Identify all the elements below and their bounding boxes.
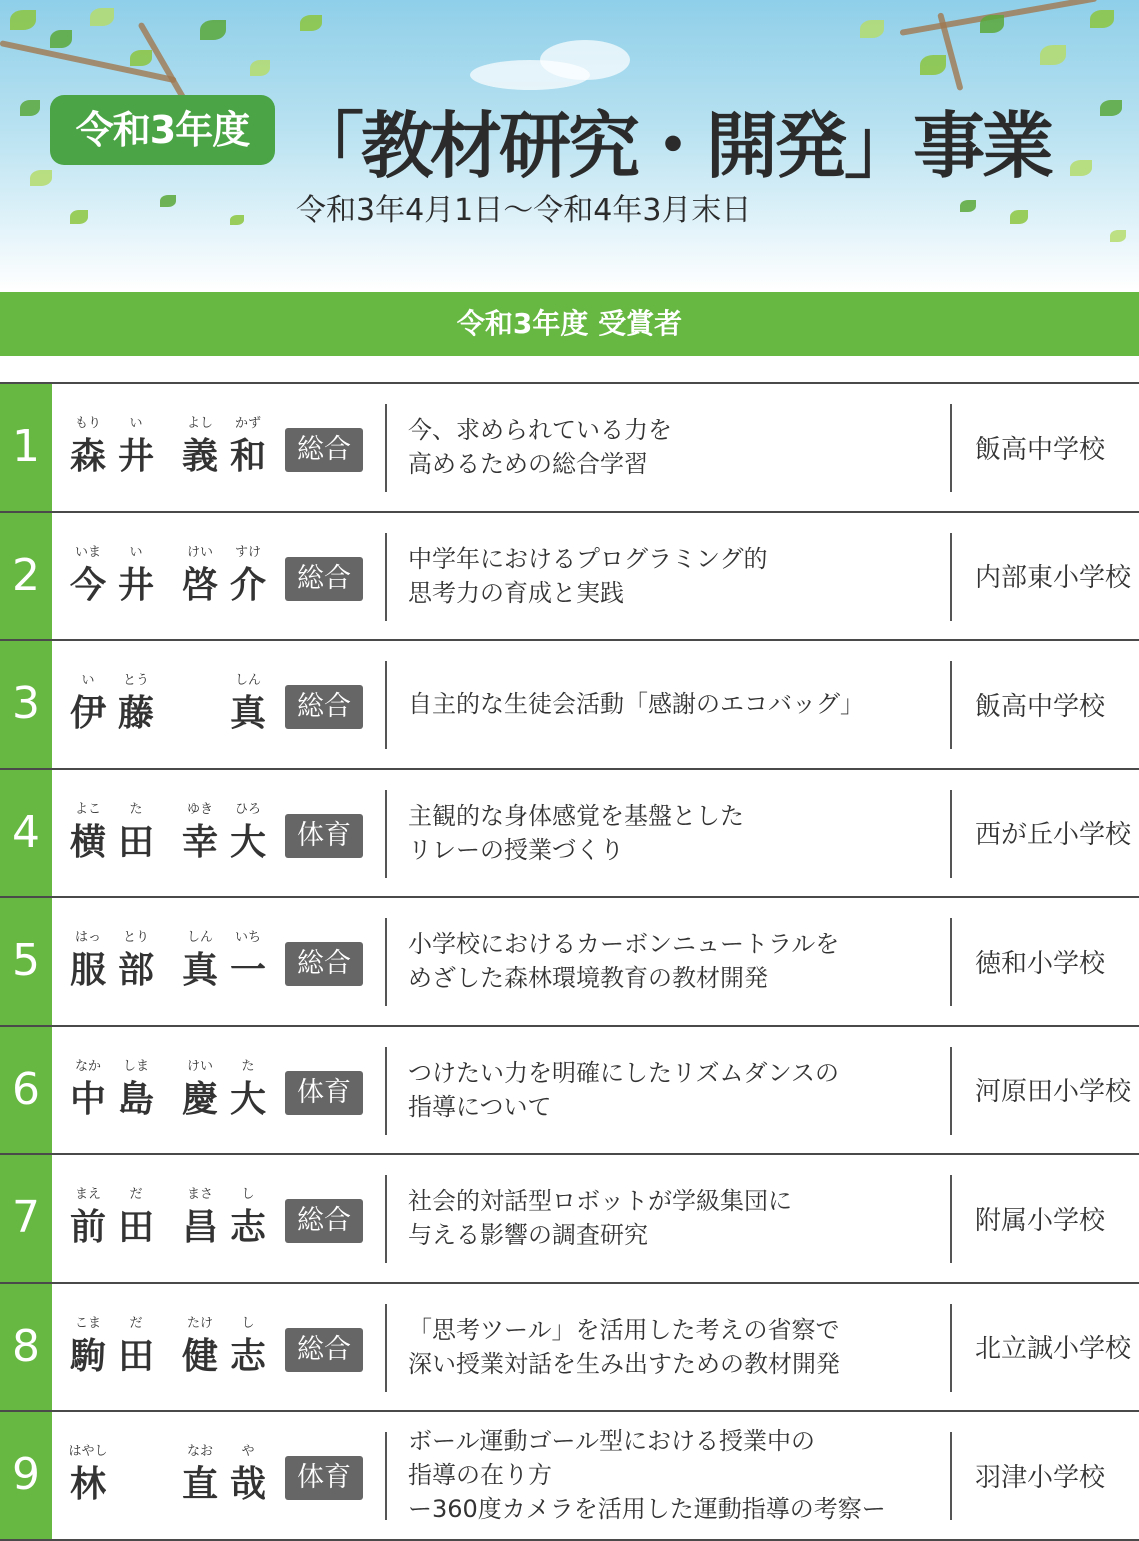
name-kanji: 島 (118, 1078, 155, 1120)
leaf-decoration (860, 20, 884, 38)
leaf-decoration (1110, 230, 1126, 242)
column-divider (385, 533, 387, 621)
name-kanji: 一 (230, 950, 267, 991)
column-divider (385, 404, 387, 492)
subject-badge: 体育 (285, 1071, 363, 1115)
name-ruby: たけ (187, 1315, 214, 1331)
leaf-decoration (20, 100, 40, 116)
table-row (0, 1410, 1139, 1541)
school-name: 内部東小学校 (975, 563, 1132, 594)
awardee-name (70, 1312, 270, 1382)
column-divider (385, 1047, 387, 1135)
name-kanji: 真 (230, 693, 267, 734)
theme-line: 「思考ツール」を活用した考えの省察で (408, 1315, 840, 1344)
period-text: 令和3年4月1日～令和4年3月末日 (296, 193, 752, 228)
theme-line: 中学年におけるプログラミング的 (408, 544, 768, 573)
awardee-name (70, 1055, 270, 1125)
name-kanji: 志 (230, 1335, 267, 1377)
leaf-decoration (1090, 10, 1114, 28)
name-ruby: しん (187, 930, 214, 945)
theme-line: ー360度カメラを活用した運動指導の考察ー (408, 1495, 886, 1524)
theme-line: 与える影響の調査研究 (408, 1221, 648, 1250)
name-kanji: 林 (70, 1464, 107, 1505)
subject-badge: 総合 (285, 685, 363, 729)
column-divider (385, 1432, 387, 1520)
page-title: 「教材研究・開発」事業 (292, 104, 1052, 188)
leaf-decoration (250, 60, 270, 76)
table-row (0, 1282, 1139, 1411)
name-kanji: 横 (70, 821, 107, 863)
research-theme (408, 898, 943, 1025)
leaf-decoration (30, 170, 52, 186)
theme-line: 思考力の育成と実践 (408, 578, 624, 607)
research-theme (408, 1412, 943, 1539)
name-ruby: だ (129, 1187, 143, 1202)
leaf-decoration (200, 20, 226, 40)
column-divider (385, 918, 387, 1006)
name-ruby: ひろ (235, 801, 262, 817)
name-kanji: 義 (182, 436, 219, 477)
name-ruby: しん (235, 673, 262, 688)
leaf-decoration (920, 55, 946, 75)
column-divider (950, 1304, 952, 1392)
name-ruby: し (241, 1315, 255, 1331)
name-kanji: 前 (70, 1207, 107, 1248)
research-theme (408, 1155, 943, 1282)
name-kanji: 介 (230, 564, 267, 606)
name-kanji: 昌 (182, 1207, 219, 1248)
subject-badge: 総合 (285, 1199, 363, 1243)
name-kanji: 哉 (230, 1464, 267, 1505)
row-number: 8 (0, 1284, 52, 1411)
leaf-decoration (70, 210, 88, 224)
awardee-table (0, 382, 1139, 1541)
name-kanji: 志 (230, 1207, 267, 1248)
name-kanji: 服 (70, 950, 107, 991)
research-theme (408, 513, 943, 640)
theme-line: リレーの授業づくり (408, 835, 624, 864)
table-row (0, 1153, 1139, 1282)
name-ruby: た (129, 801, 143, 817)
table-row (0, 768, 1139, 897)
awardee-name (70, 1183, 270, 1253)
name-ruby: はっ (75, 930, 102, 945)
column-divider (385, 1304, 387, 1392)
table-row (0, 639, 1139, 768)
subject-badge: 体育 (285, 1456, 363, 1500)
school-name: 西が丘小学校 (975, 820, 1132, 851)
awardee-name (70, 541, 270, 611)
column-divider (950, 1047, 952, 1135)
column-divider (385, 1175, 387, 1263)
name-kanji: 今 (70, 564, 107, 606)
leaf-decoration (230, 215, 244, 225)
name-ruby: なお (187, 1444, 214, 1459)
theme-line: 高めるための総合学習 (408, 450, 648, 479)
name-kanji: 田 (118, 1335, 155, 1377)
name-ruby: よし (187, 416, 214, 431)
name-kanji: 和 (230, 436, 267, 477)
name-ruby: い (129, 416, 143, 431)
research-theme (408, 1027, 943, 1154)
theme-line: 深い授業対話を生み出すための教材開発 (408, 1349, 840, 1378)
table-row (0, 511, 1139, 640)
name-ruby: こま (75, 1315, 102, 1331)
research-theme (408, 770, 943, 897)
leaf-decoration (1040, 45, 1066, 65)
row-number: 1 (0, 384, 52, 511)
name-kanji: 駒 (70, 1335, 107, 1377)
school-name: 飯高中学校 (975, 434, 1106, 465)
name-kanji: 大 (230, 1078, 267, 1120)
row-number: 3 (0, 641, 52, 768)
school-name: 附属小学校 (975, 1205, 1106, 1236)
name-ruby: ゆき (187, 801, 214, 817)
leaf-decoration (50, 30, 72, 48)
awardee-name (70, 798, 270, 868)
column-divider (950, 533, 952, 621)
name-kanji: 真 (182, 950, 219, 991)
leaf-decoration (10, 10, 36, 30)
name-ruby: けい (187, 544, 214, 560)
section-heading: 令和3年度 受賞者 (0, 292, 1139, 356)
column-divider (950, 1175, 952, 1263)
awardee-name (70, 926, 270, 996)
name-ruby: た (241, 1058, 255, 1074)
column-divider (950, 918, 952, 1006)
name-ruby: い (81, 673, 95, 688)
name-ruby: いま (75, 544, 102, 560)
theme-line: 主観的な身体感覚を基盤とした (408, 801, 744, 830)
leaf-decoration (160, 195, 176, 207)
school-name: 北立誠小学校 (975, 1334, 1132, 1365)
header-banner (0, 0, 1139, 290)
name-kanji: 森 (70, 436, 107, 477)
name-ruby: しま (123, 1058, 150, 1074)
theme-line: 社会的対話型ロボットが学級集団に (408, 1187, 792, 1216)
name-kanji: 井 (118, 436, 155, 477)
name-kanji: 健 (182, 1335, 219, 1377)
research-theme (408, 641, 943, 768)
name-kanji: 部 (118, 950, 155, 991)
school-name: 羽津小学校 (975, 1462, 1106, 1493)
row-number: 2 (0, 513, 52, 640)
leaf-decoration (980, 15, 1004, 33)
leaf-decoration (300, 15, 322, 31)
name-ruby: かず (235, 416, 262, 431)
column-divider (385, 661, 387, 749)
subject-badge: 総合 (285, 1328, 363, 1372)
table-row (0, 382, 1139, 511)
theme-line: 自主的な生徒会活動「感謝のエコバッグ」 (408, 690, 864, 719)
school-name: 飯高中学校 (975, 691, 1106, 722)
subject-badge: 体育 (285, 814, 363, 858)
name-ruby: よこ (75, 801, 102, 817)
cloud-decoration (470, 60, 590, 90)
name-ruby: や (241, 1444, 255, 1459)
subject-badge: 総合 (285, 942, 363, 986)
name-ruby: いち (235, 930, 262, 945)
name-ruby: けい (187, 1058, 214, 1074)
leaf-decoration (1010, 210, 1028, 224)
theme-line: 指導の在り方 (408, 1461, 552, 1490)
column-divider (385, 790, 387, 878)
name-kanji: 大 (230, 821, 267, 863)
column-divider (950, 790, 952, 878)
name-kanji: 啓 (182, 564, 219, 606)
row-number: 9 (0, 1412, 52, 1539)
theme-line: つけたい力を明確にしたリズムダンスの (408, 1058, 840, 1087)
name-kanji: 井 (118, 564, 155, 606)
theme-line: めざした森林環境教育の教材開発 (408, 964, 768, 993)
leaf-decoration (130, 50, 152, 66)
awardee-name (70, 669, 270, 739)
name-kanji: 幸 (182, 821, 219, 863)
research-theme (408, 1284, 943, 1411)
name-ruby: とう (123, 673, 150, 688)
row-number: 7 (0, 1155, 52, 1282)
leaf-decoration (90, 8, 114, 26)
subject-badge: 総合 (285, 428, 363, 472)
name-ruby: まさ (187, 1187, 214, 1202)
theme-line: 小学校におけるカーボンニュートラルを (408, 930, 840, 959)
school-name: 徳和小学校 (975, 948, 1106, 979)
theme-line: 指導について (408, 1092, 552, 1121)
school-name: 河原田小学校 (975, 1077, 1132, 1108)
awardee-name (70, 1440, 270, 1510)
name-kanji: 田 (118, 1207, 155, 1248)
name-ruby: なか (75, 1058, 102, 1074)
row-number: 4 (0, 770, 52, 897)
name-ruby: すけ (235, 544, 262, 560)
name-ruby: はやし (68, 1444, 108, 1459)
research-theme (408, 384, 943, 511)
name-ruby: もり (75, 416, 102, 431)
name-ruby: とり (123, 930, 150, 945)
row-number: 5 (0, 898, 52, 1025)
name-kanji: 田 (118, 821, 155, 863)
name-kanji: 直 (182, 1464, 219, 1505)
column-divider (950, 661, 952, 749)
table-row (0, 1025, 1139, 1154)
name-ruby: だ (129, 1315, 143, 1331)
name-ruby: し (241, 1187, 255, 1202)
name-ruby: まえ (75, 1187, 102, 1202)
name-kanji: 慶 (182, 1078, 219, 1120)
theme-line: 今、求められている力を (408, 416, 672, 445)
name-ruby: い (129, 544, 143, 560)
subject-badge: 総合 (285, 557, 363, 601)
table-row (0, 896, 1139, 1025)
name-kanji: 藤 (118, 693, 155, 734)
leaf-decoration (960, 200, 976, 212)
theme-line: ボール運動ゴール型における授業中の (408, 1427, 816, 1456)
row-number: 6 (0, 1027, 52, 1154)
name-kanji: 伊 (70, 693, 107, 734)
column-divider (950, 404, 952, 492)
awardee-name (70, 412, 270, 482)
name-kanji: 中 (70, 1078, 107, 1120)
column-divider (950, 1432, 952, 1520)
year-badge: 令和3年度 (50, 95, 275, 165)
